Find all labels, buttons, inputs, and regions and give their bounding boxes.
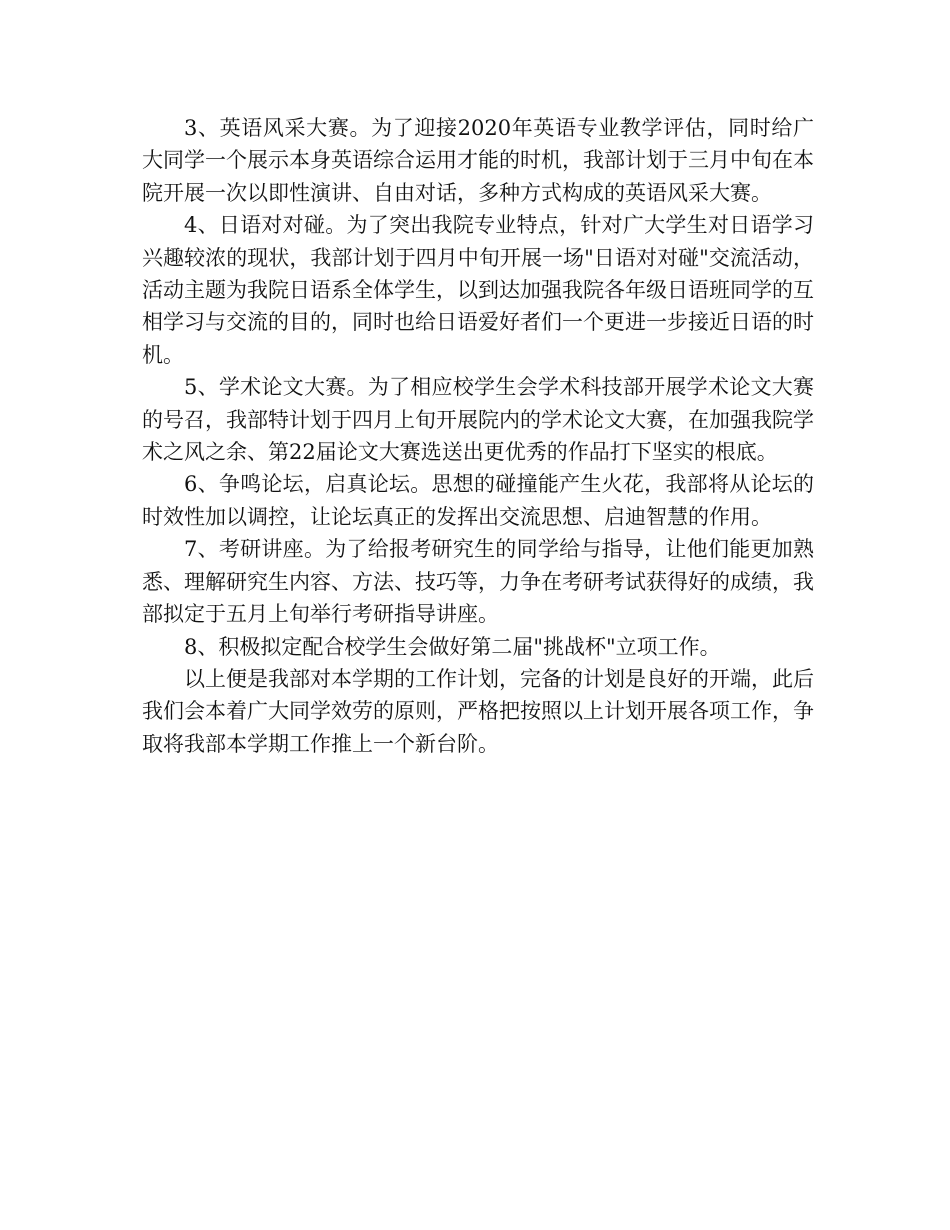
paragraph-conclusion: 以上便是我部对本学期的工作计划，完备的计划是良好的开端，此后我们会本着广大同学效劳的原则，严格把按照以上计划开展各项工作，争取将我部本学期工作推上一个新台阶。 (142, 666, 814, 756)
paragraph-academic-paper-contest: 5、学术论文大赛。为了相应校学生会学术科技部开展学术论文大赛的号召，我部特计划于四月上旬开展院内的学术论文大赛，在加强我院学术之风之余、第22届论文大赛选送出更优秀的作品打下坚实的根底。 (142, 375, 814, 465)
paragraph-graduate-exam-lecture: 7、考研讲座。为了给报考研究生的同学给与指导，让他们能更加熟悉、理解研究生内容、方法、技巧等，力争在考研考试获得好的成绩，我部拟定于五月上旬举行考研指导讲座。 (142, 537, 814, 627)
paragraph-japanese-exchange: 4、日语对对碰。为了突出我院专业特点，针对广大学生对日语学习兴趣较浓的现状，我部计划于四月中旬开展一场"日语对对碰"交流活动，活动主题为我院日语系全体学生，以到达加强我院各年级日语班同学的互相学习与交流的目的，同时也给日语爱好者们一个更进一步接近日语的时机。 (142, 213, 814, 367)
paragraph-english-contest: 3、英语风采大赛。为了迎接2020年英语专业教学评估，同时给广大同学一个展示本身英语综合运用才能的时机，我部计划于三月中旬在本院开展一次以即性演讲、自由对话，多种方式构成的英语风采大赛。 (142, 116, 814, 205)
paragraph-challenge-cup: 8、积极拟定配合校学生会做好第二届"挑战杯"立项工作。 (184, 634, 721, 659)
paragraph-forum: 6、争鸣论坛，启真论坛。思想的碰撞能产生火花，我部将从论坛的时效性加以调控，让论坛真正的发挥出交流思想、启迪智慧的作用。 (142, 472, 814, 529)
document-body (142, 112, 814, 760)
